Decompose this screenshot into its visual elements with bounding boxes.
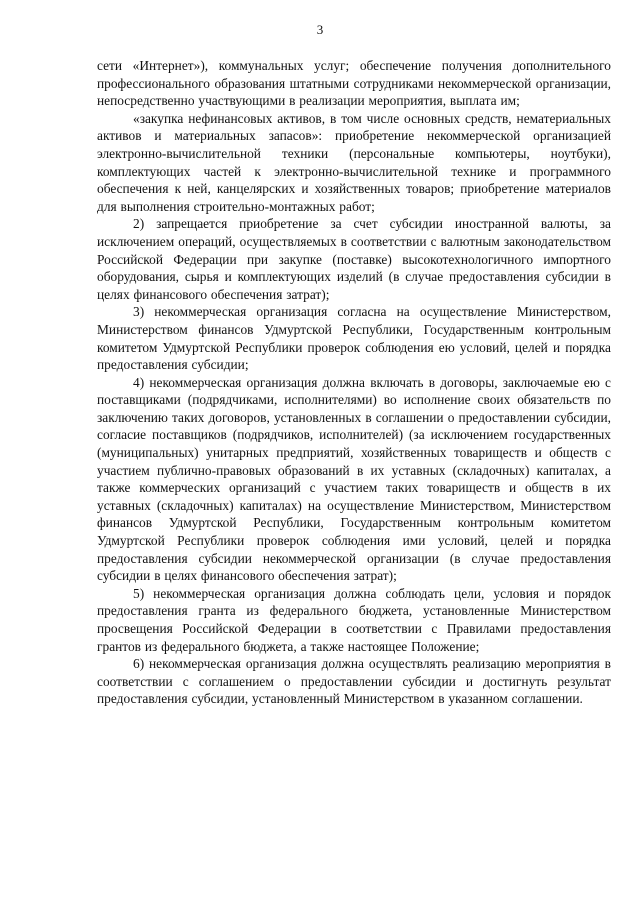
page-number: 3 [316,22,324,37]
paragraph-item-5: 5) некоммерческая организация должна соблюдать цели, условия и порядок предоставления гранта из федерального бюджета, установленные Министерством просвещения Российской Федерации в соответствии с Правилами предоставления грантов из федерального бюджета, а также настоящее Положение; [97,585,611,654]
paragraph-item-4: 4) некоммерческая организация должна включать в договоры, заключаемые ею с поставщиками (подрядчиками, исполнителями) во исполнение своих обязательств по заключению таких договоров, установленных в соглашении о предоставлении субсидии, согласие поставщиков (подрядчиков, исполнителей) (за исключением государственных (муниципальных) унитарных предприятий, хозяйственных товариществ и обществ с участием публично-правовых образований в их уставных (складочных) капиталах, а также коммерческих организаций с участием таких товариществ и обществ в их уставных (складочных) капиталах) на осуществление Министерством, Министерством финансов Удмуртской Республики, Государственным контрольным комитетом Удмуртской Республики проверок соблюдения ими условий, целей и порядка предоставления субсидии некоммерческой организации (в случае предоставления субсидии в целях финансового обеспечения затрат); [97,374,611,584]
paragraph-item-2: 2) запрещается приобретение за счет субсидии иностранной валюты, за исключением операций, осуществляемых в соответствии с валютным законодательством Российской Федерации при закупке (поставке) высокотехнологичного импортного оборудования, сырья и комплектующих изделий (в случае предоставления субсидии в целях финансового обеспечения затрат); [97,216,611,302]
paragraph-continuation: сети «Интернет»), коммунальных услуг; обеспечение получения дополнительного профессионального образования штатными сотрудниками некоммерческой организации, непосредственно участвующими в реализации мероприятия, выплата им; [97,58,611,109]
paragraph-item-6: 6) некоммерческая организация должна осуществлять реализацию мероприятия в соответствии с соглашением о предоставлении субсидии и достигнуть результат предоставления субсидии, установленный Министерством в указанном соглашении. [97,656,611,707]
paragraph-nonfinancial-assets: «закупка нефинансовых активов, в том числе основных средств, нематериальных активов и материальных запасов»: приобретение некоммерческой организацией электронно-вычислительной техники (персональные компьютеры, ноутбуки), комплектующих частей к электронно-вычислительной технике и программного обеспечения к ней, канцелярских и хозяйственных товаров; приобретение материалов для выполнения строительно-монтажных работ; [97,110,611,214]
paragraph-item-3: 3) некоммерческая организация согласна на осуществление Министерством, Министерством финансов Удмуртской Республики, Государственным контрольным комитетом Удмуртской Республики проверок соблюдения ею условий, целей и порядка предоставления субсидии; [97,304,611,373]
document-body [97,57,611,708]
